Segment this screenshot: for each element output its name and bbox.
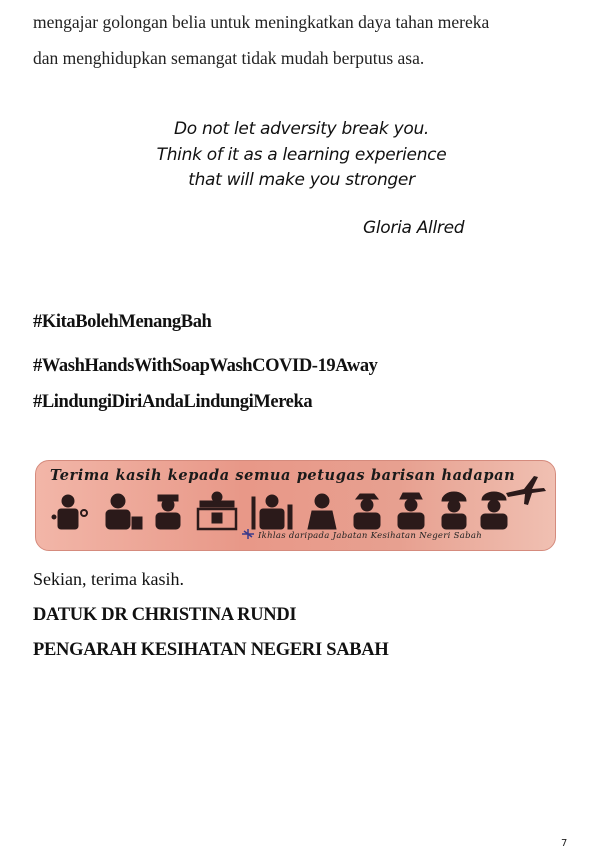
body-line-2: dan menghidupkan semangat tidak mudah berputus asa. xyxy=(33,48,425,68)
army-icon xyxy=(481,492,507,529)
quote-block xyxy=(0,117,603,194)
nurse-icon xyxy=(156,495,180,529)
pharmacist-icon xyxy=(198,492,236,529)
quote-author: Gloria Allred xyxy=(363,218,465,238)
banner-title: Terima kasih kepada semua petugas barisan hadapan xyxy=(50,467,516,484)
frontliners-banner xyxy=(35,460,556,551)
signatory-position: PENGARAH KESIHATAN NEGERI SABAH xyxy=(33,640,389,660)
signatory-name: DATUK DR CHRISTINA RUNDI xyxy=(33,605,297,625)
body-paragraph xyxy=(33,4,573,76)
closing-text: Sekian, terima kasih. xyxy=(33,569,184,589)
quote-line-2: Think of it as a learning experience xyxy=(156,144,447,165)
quote-line-1: Do not let adversity break you. xyxy=(173,119,430,139)
hashtag-2: #WashHandsWithSoapWashCOVID-19Away xyxy=(33,356,378,376)
lab-worker-icon xyxy=(52,495,87,529)
cleaner-icon xyxy=(252,495,292,529)
doctor-icon xyxy=(106,494,142,529)
medic-icon xyxy=(308,494,336,529)
page-number: 7 xyxy=(561,838,568,849)
hashtag-3: #LindungiDiriAndaLindungiMereka xyxy=(33,392,313,412)
airplane-icon xyxy=(504,473,548,507)
soldier-icon xyxy=(354,494,380,529)
police-icon xyxy=(398,493,424,529)
quote-line-3: that will make you stronger xyxy=(188,170,415,190)
banner-subtitle: Ikhlas daripada Jabatan Kesihatan Negeri Sabah xyxy=(258,531,483,541)
firefighter-icon xyxy=(442,492,466,529)
hashtag-1: #KitaBolehMenangBah xyxy=(33,312,212,332)
frontliner-figures xyxy=(50,491,510,531)
body-line-1: mengajar golongan belia untuk meningkatkan daya tahan mereka xyxy=(33,12,490,32)
jkns-logo-icon xyxy=(241,528,255,540)
